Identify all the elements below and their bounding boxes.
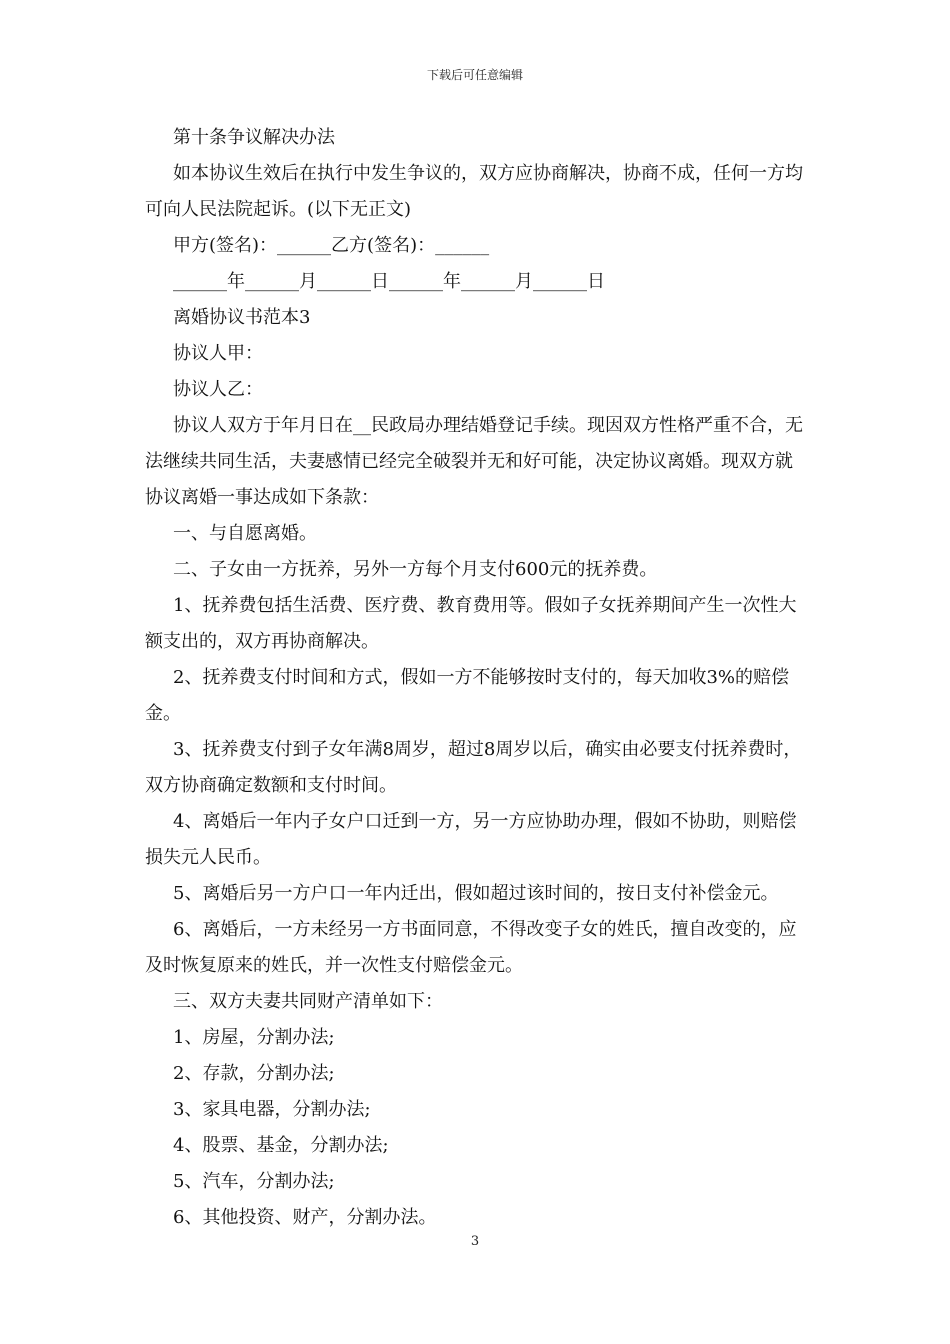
paragraph-dispute-resolution: 如本协议生效后在执行中发生争议的，双方应协商解决，协商不成，任何一方均可向人民法院起诉。(以下无正文) bbox=[145, 163, 803, 220]
section-heading-article-10: 第十条争议解决办法 bbox=[173, 127, 335, 148]
party-b-line: 协议人乙： bbox=[173, 379, 263, 400]
clause-1: 一、与自愿离婚。 bbox=[173, 523, 317, 544]
party-a-line: 协议人甲： bbox=[173, 343, 263, 364]
clause-2-item-2: 2、抚养费支付时间和方式，假如一方不能够按时支付的，每天加收3%的赔偿金。 bbox=[145, 667, 790, 724]
page-number: 3 bbox=[470, 1234, 480, 1249]
document-body bbox=[145, 120, 810, 1236]
date-line: ______年______月______日______年______月______日 bbox=[173, 271, 605, 292]
page-header: 下载后可任意编辑 bbox=[426, 68, 523, 82]
clause-2-item-6: 6、离婚后，一方未经另一方书面同意，不得改变子女的姓氏，擅自改变的，应及时恢复原来的姓氏，并一次性支付赔偿金元。 bbox=[145, 919, 797, 976]
clause-3-item-3: 3、家具电器，分割办法; bbox=[173, 1099, 371, 1120]
clause-2-item-4: 4、离婚后一年内子女户口迁到一方，另一方应协助办理，假如不协助，则赔偿损失元人民币。 bbox=[145, 811, 797, 868]
clause-3-item-4: 4、股票、基金，分割办法; bbox=[173, 1135, 389, 1156]
clause-3-item-5: 5、汽车，分割办法; bbox=[173, 1171, 335, 1192]
clause-3-item-6: 6、其他投资、财产，分割办法。 bbox=[173, 1207, 437, 1228]
clause-2-item-1: 1、抚养费包括生活费、医疗费、教育费用等。假如子女抚养期间产生一次性大额支出的，双方再协商解决。 bbox=[145, 595, 797, 652]
clause-3: 三、双方夫妻共同财产清单如下： bbox=[173, 991, 443, 1012]
clause-3-item-1: 1、房屋，分割办法; bbox=[173, 1027, 335, 1048]
clause-2-item-3: 3、抚养费支付到子女年满8周岁，超过8周岁以后，确实由必要支付抚养费时，双方协商确定数额和支付时间。 bbox=[145, 739, 802, 796]
signature-line: 甲方(签名)：______乙方(签名)：______ bbox=[173, 235, 490, 256]
clause-2-item-5: 5、离婚后另一方户口一年内迁出，假如超过该时间的，按日支付补偿金元。 bbox=[173, 883, 779, 904]
clause-2: 二、子女由一方抚养，另外一方每个月支付600元的抚养费。 bbox=[173, 559, 658, 580]
clause-3-item-2: 2、存款，分割办法; bbox=[173, 1063, 335, 1084]
template-title: 离婚协议书范本3 bbox=[173, 307, 311, 328]
paragraph-preamble: 协议人双方于年月日在__民政局办理结婚登记手续。现因双方性格严重不合，无法继续共同生活，夫妻感情已经完全破裂并无和好可能，决定协议离婚。现双方就协议离婚一事达成如下条款： bbox=[145, 415, 803, 508]
